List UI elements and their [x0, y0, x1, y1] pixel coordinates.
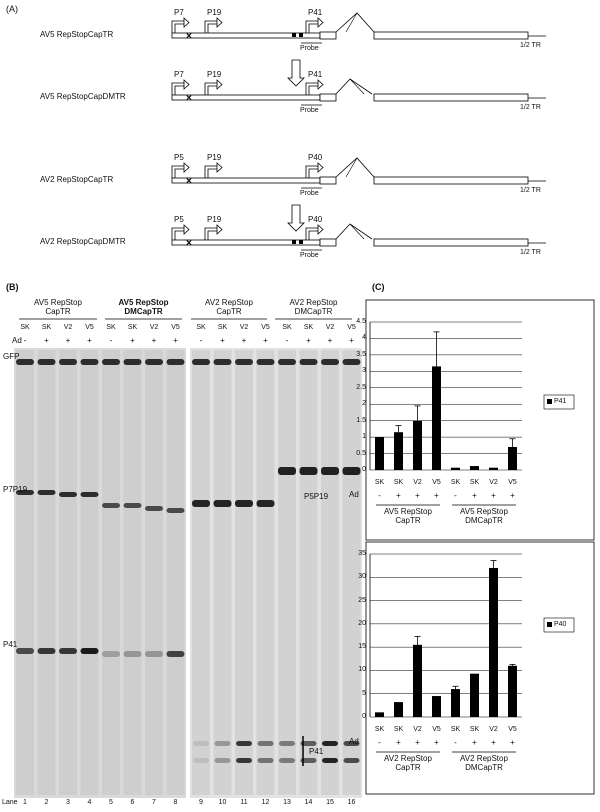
lane-label: SK	[282, 324, 292, 331]
band-label-p5p19: P5P19	[304, 492, 329, 501]
y-tick-label: 10	[358, 666, 366, 674]
y-tick-label: 0	[362, 466, 366, 473]
bar	[375, 712, 384, 717]
y-tick-label: 30	[358, 573, 366, 581]
lane-number: 13	[283, 799, 291, 806]
ad-sign: +	[87, 336, 92, 345]
tr-label: 1/2 TR	[520, 42, 541, 49]
bar	[451, 689, 460, 717]
y-tick-label: 2.5	[356, 383, 366, 391]
promoter-label: P19	[207, 215, 222, 224]
ad-sign: -	[454, 491, 457, 500]
ad-sign: -	[199, 336, 203, 345]
x-category-label: SK	[469, 479, 480, 486]
x-category-label: V5	[432, 479, 441, 486]
promoter-label: P19	[207, 8, 222, 17]
y-tick-label: 2	[362, 400, 366, 408]
lane-label: V2	[325, 324, 335, 331]
y-tick-label: 4.5	[356, 318, 366, 325]
lane-number: 4	[87, 799, 92, 806]
gel-group-label: AV5 RepStop	[118, 298, 169, 307]
lane-label: SK	[106, 324, 116, 331]
ad-sign: +	[241, 336, 247, 345]
y-tick-label: 1.5	[356, 416, 366, 424]
lane-number: 14	[304, 799, 313, 806]
ad-sign: +	[349, 336, 354, 345]
ad-sign: +	[327, 336, 333, 345]
construct-name: AV5 RepStopCapTR	[40, 30, 114, 39]
chart-group-label: DMCapTR	[465, 516, 503, 525]
legend-label: P40	[554, 621, 567, 628]
lane-number: 16	[347, 799, 356, 806]
chart-group-label: CapTR	[395, 763, 421, 772]
promoter-label: P7	[174, 70, 184, 79]
construct-name: AV2 RepStopCapTR	[40, 175, 114, 184]
x-category-label: SK	[393, 479, 404, 486]
x-category-label: V2	[413, 479, 422, 486]
band-label-gfp: GFP	[3, 352, 20, 361]
bar	[413, 645, 422, 717]
stop-mutation-icon: ×	[186, 176, 192, 187]
ad-sign: -	[378, 738, 381, 747]
probe-label: Probe	[300, 107, 319, 114]
ad-sign: +	[173, 336, 178, 345]
ad-sign: +	[130, 336, 135, 345]
ad-sign: +	[415, 491, 420, 500]
promoter-label: P19	[207, 153, 222, 162]
lane-label: SK	[127, 324, 138, 331]
probe-label: Probe	[300, 190, 319, 197]
ad-sign: +	[396, 738, 401, 747]
construct-name: AV5 RepStopCapDMTR	[40, 92, 126, 101]
ad-sign: -	[285, 336, 289, 345]
x-category-label: SK	[393, 726, 404, 733]
chart-group-label: AV5 RepStop	[460, 507, 508, 516]
bar	[508, 666, 517, 717]
ad-label: Ad	[349, 737, 359, 746]
lane-word: Lane	[2, 799, 18, 806]
ad-sign: +	[491, 491, 496, 500]
chart-group-label: DMCapTR	[465, 763, 503, 772]
lane-label: V5	[347, 324, 356, 331]
ad-sign: +	[434, 738, 439, 747]
gel-group-label: DMCapTR	[294, 307, 333, 316]
bar	[432, 696, 441, 717]
lane-number: 11	[240, 799, 248, 806]
lane-label: V5	[261, 324, 270, 331]
lane-label: SK	[20, 324, 30, 331]
ad-sign: +	[510, 491, 515, 500]
lane-label: V2	[63, 324, 73, 331]
x-category-label: V2	[489, 479, 498, 486]
ad-sign: +	[434, 491, 439, 500]
lane-number: 3	[66, 799, 70, 806]
y-tick-label: 0.5	[356, 449, 366, 457]
panel-label-c: (C)	[372, 282, 385, 292]
legend-label: P41	[554, 398, 567, 405]
gel-group-label: CapTR	[45, 307, 71, 316]
stop-mutation-icon: ×	[186, 238, 192, 249]
lane-number: 2	[44, 799, 49, 806]
probe-label: Probe	[300, 252, 319, 259]
ad-sign: -	[378, 491, 381, 500]
lane-label: V2	[239, 324, 249, 331]
lane-number: 15	[326, 799, 334, 806]
promoter-label: P7	[174, 8, 184, 17]
ad-sign: +	[44, 336, 49, 345]
lane-label: V5	[171, 324, 180, 331]
ad-sign: +	[263, 336, 268, 345]
lane-label: SK	[217, 324, 228, 331]
ad-sign: +	[472, 738, 477, 747]
y-tick-label: 3.5	[356, 350, 366, 358]
bar	[489, 568, 498, 717]
lane-number: 9	[199, 799, 203, 806]
ad-label: Ad	[12, 336, 22, 345]
lane-number: 7	[152, 799, 156, 806]
x-category-label: V5	[508, 479, 517, 486]
panel-label-b: (B)	[6, 282, 19, 292]
gel-group-label: DMCapTR	[124, 307, 163, 316]
lane-label: SK	[41, 324, 52, 331]
construct-name: AV2 RepStopCapDMTR	[40, 237, 126, 246]
y-tick-label: 5	[362, 689, 366, 697]
ad-sign: +	[491, 738, 496, 747]
lane-number: 12	[261, 799, 270, 806]
ad-sign: +	[65, 336, 71, 345]
chart-group-label: CapTR	[395, 516, 421, 525]
gel-group-label: AV2 RepStop	[205, 298, 253, 307]
x-category-label: SK	[450, 726, 461, 733]
band-label-p7p19: P7P19	[3, 485, 28, 494]
x-category-label: SK	[374, 479, 385, 486]
lane-number: 1	[23, 799, 27, 806]
y-tick-label: 3	[362, 367, 366, 375]
bar	[394, 702, 403, 717]
lane-number: 6	[130, 799, 135, 806]
legend-swatch	[547, 622, 552, 627]
chart-group-label: AV2 RepStop	[460, 754, 508, 763]
ad-sign: +	[220, 336, 225, 345]
promoter-label: P41	[308, 70, 323, 79]
promoter-label: P40	[308, 215, 323, 224]
y-tick-label: 4	[362, 334, 366, 342]
y-tick-label: 25	[358, 596, 366, 604]
lane-label: V5	[85, 324, 94, 331]
ad-sign: +	[151, 336, 157, 345]
gel-group-label: CapTR	[216, 307, 242, 316]
x-category-label: SK	[450, 479, 461, 486]
ad-label: Ad	[349, 490, 359, 499]
ad-sign: +	[306, 336, 311, 345]
bar	[470, 674, 479, 717]
stop-mutation-icon: ×	[186, 93, 192, 104]
ad-sign: -	[109, 336, 113, 345]
probe-label: Probe	[300, 45, 319, 52]
y-tick-label: 1	[362, 433, 366, 441]
promoter-label: P19	[207, 70, 222, 79]
y-tick-label: 0	[362, 713, 366, 720]
ad-sign: +	[415, 738, 420, 747]
ad-sign: +	[396, 491, 401, 500]
gel-group-label: AV5 RepStop	[34, 298, 82, 307]
stop-mutation-icon: ×	[186, 31, 192, 42]
lane-label: V2	[149, 324, 159, 331]
tr-label: 1/2 TR	[520, 187, 541, 194]
lane-number: 5	[109, 799, 113, 806]
chart-group-label: AV2 RepStop	[384, 754, 432, 763]
band-label-p41-right: P41	[309, 747, 324, 756]
gel-group-label: AV2 RepStop	[289, 298, 338, 307]
ad-sign: -	[23, 336, 27, 345]
lane-label: SK	[303, 324, 314, 331]
promoter-label: P5	[174, 153, 184, 162]
panel-label-a: (A)	[6, 4, 18, 14]
x-category-label: SK	[374, 726, 385, 733]
x-category-label: V5	[432, 726, 441, 733]
lane-label: SK	[196, 324, 206, 331]
y-tick-label: 35	[358, 550, 366, 557]
ad-sign: -	[454, 738, 457, 747]
lane-number: 8	[173, 799, 178, 806]
tr-label: 1/2 TR	[520, 249, 541, 256]
promoter-label: P41	[308, 8, 323, 17]
ad-sign: +	[472, 491, 477, 500]
y-tick-label: 15	[358, 643, 366, 651]
x-category-label: V2	[413, 726, 422, 733]
x-category-label: SK	[469, 726, 480, 733]
chart-group-label: AV5 RepStop	[384, 507, 432, 516]
band-label-p41: P41	[3, 640, 18, 649]
lane-number: 10	[218, 799, 227, 806]
promoter-label: P40	[308, 153, 323, 162]
x-category-label: V2	[489, 726, 498, 733]
ad-sign: +	[510, 738, 515, 747]
y-tick-label: 20	[358, 619, 366, 627]
x-category-label: V5	[508, 726, 517, 733]
promoter-label: P5	[174, 215, 184, 224]
tr-label: 1/2 TR	[520, 104, 541, 111]
